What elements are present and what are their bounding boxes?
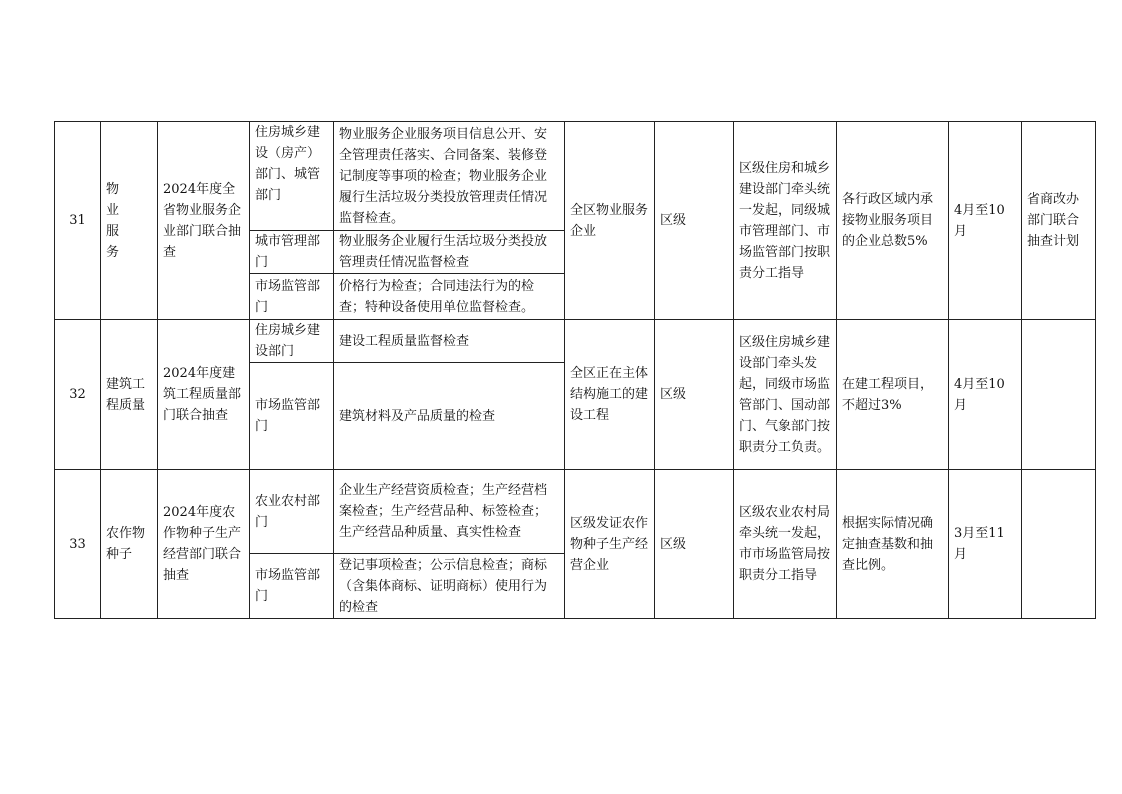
table-row (55, 320, 1096, 363)
target-cell: 全区正在主体结构施工的建设工程 (565, 320, 655, 470)
note-cell (1022, 470, 1096, 619)
inspection-items-cell: 建筑材料及产品质量的检查 (334, 363, 565, 470)
level-cell: 区级 (655, 470, 734, 619)
target-cell: 全区物业服务企业 (565, 122, 655, 320)
category-cell: 物业服务 (101, 122, 158, 320)
sampling-ratio-cell: 在建工程项目，不超过3% (837, 320, 949, 470)
sampling-ratio-cell: 根据实际情况确定抽查基数和抽查比例。 (837, 470, 949, 619)
row-number: 32 (55, 320, 101, 470)
inspection-plan-table (54, 121, 1096, 619)
department-cell: 住房城乡建设部门 (250, 320, 334, 363)
time-cell: 4月至10月 (949, 122, 1022, 320)
category-cell: 农作物种子 (101, 470, 158, 619)
inspection-items-cell: 物业服务企业履行生活垃圾分类投放管理责任情况监督检查 (334, 231, 565, 274)
time-cell: 3月至11月 (949, 470, 1022, 619)
inspection-items-cell: 建设工程质量监督检查 (334, 320, 565, 363)
inspection-items-cell: 登记事项检查；公示信息检查；商标（含集体商标、证明商标）使用行为的检查 (334, 554, 565, 619)
department-cell: 市场监管部门 (250, 363, 334, 470)
task-name-cell: 2024年度建筑工程质量部门联合抽查 (158, 320, 250, 470)
lead-department-cell: 区级住房城乡建设部门牵头发起，同级市场监管部门、国动部门、气象部门按职责分工负责。 (734, 320, 837, 470)
target-cell: 区级发证农作物种子生产经营企业 (565, 470, 655, 619)
note-cell (1022, 320, 1096, 470)
time-cell: 4月至10月 (949, 320, 1022, 470)
task-name-cell: 2024年度农作物种子生产经营部门联合抽查 (158, 470, 250, 619)
department-cell: 城市管理部门 (250, 231, 334, 274)
department-cell: 农业农村部门 (250, 470, 334, 554)
table-row (55, 470, 1096, 554)
table-row (55, 122, 1096, 231)
level-cell: 区级 (655, 320, 734, 470)
note-cell: 省商改办部门联合抽查计划 (1022, 122, 1096, 320)
task-name-cell: 2024年度全省物业服务企业部门联合抽查 (158, 122, 250, 320)
lead-department-cell: 区级农业农村局牵头统一发起，市市场监管局按职责分工指导 (734, 470, 837, 619)
department-cell: 住房城乡建设（房产）部门、城管部门 (250, 122, 334, 231)
inspection-items-cell: 企业生产经营资质检查；生产经营档案检查；生产经营品种、标签检查；生产经营品种质量、真实性检查 (334, 470, 565, 554)
level-cell: 区级 (655, 122, 734, 320)
lead-department-cell: 区级住房和城乡建设部门牵头统一发起，同级城市管理部门、市场监管部门按职责分工指导 (734, 122, 837, 320)
row-number: 33 (55, 470, 101, 619)
inspection-items-cell: 物业服务企业服务项目信息公开、安全管理责任落实、合同备案、装修登记制度等事项的检查；物业服务企业履行生活垃圾分类投放管理责任情况监督检查。 (334, 122, 565, 231)
department-cell: 市场监管部门 (250, 554, 334, 619)
department-cell: 市场监管部门 (250, 274, 334, 320)
category-cell: 建筑工程质量 (101, 320, 158, 470)
row-number: 31 (55, 122, 101, 320)
inspection-items-cell: 价格行为检查；合同违法行为的检查；特种设备使用单位监督检查。 (334, 274, 565, 320)
sampling-ratio-cell: 各行政区域内承接物业服务项目的企业总数5% (837, 122, 949, 320)
